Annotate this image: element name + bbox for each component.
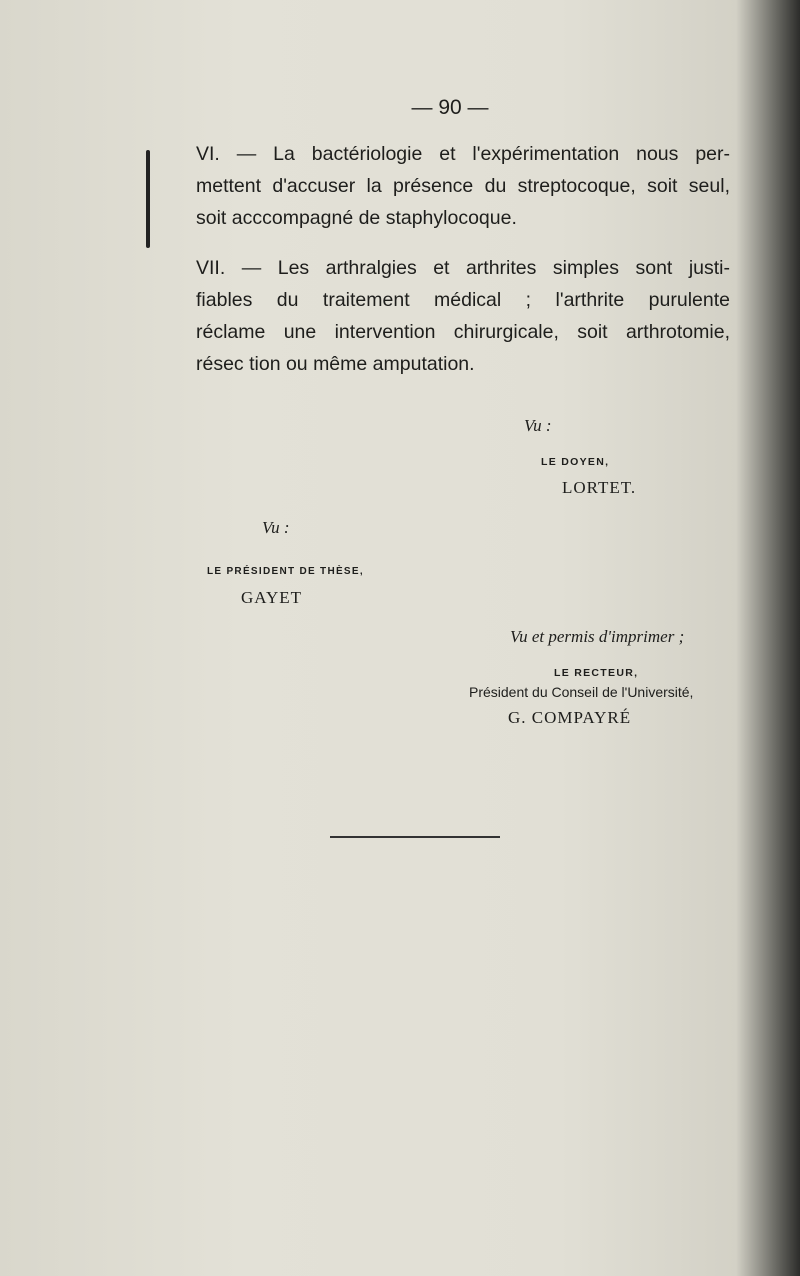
- paragraph-line: réclame une intervention chirurgicale, soit arthrotomie,: [196, 321, 730, 343]
- doyen-title: LE DOYEN,: [541, 456, 610, 468]
- doyen-vu: Vu :: [524, 416, 552, 435]
- president-name: GAYET: [241, 588, 303, 607]
- recteur-vu: Vu et permis d'imprimer ;: [510, 627, 685, 646]
- recteur-subtitle: Président du Conseil de l'Université,: [469, 684, 694, 700]
- paragraph-line: VI. — La bactériologie et l'expérimentation nous per-: [196, 143, 730, 165]
- paragraph-line: VII. — Les arthralgies et arthrites simples sont justi-: [196, 257, 730, 279]
- paragraph-line: résec tion ou même amputation.: [196, 353, 475, 375]
- recteur-name: G. COMPAYRÉ: [508, 708, 632, 727]
- paragraph-vi: [196, 138, 730, 234]
- doyen-name: LORTET.: [562, 478, 637, 497]
- paragraph-line: soit acccompagné de staphylocoque.: [196, 207, 517, 229]
- closing-rule: [330, 836, 500, 838]
- recteur-title: LE RECTEUR,: [554, 667, 639, 679]
- paragraph-line: mettent d'accuser la présence du streptocoque, soit seul,: [196, 175, 730, 197]
- paragraph-line: fiables du traitement médical ; l'arthrite purulente: [196, 289, 730, 311]
- president-title: LE PRÉSIDENT DE THÈSE,: [207, 566, 364, 577]
- president-vu: Vu :: [262, 518, 290, 537]
- page-number: — 90 —: [411, 96, 489, 119]
- margin-mark: [146, 150, 150, 248]
- paragraph-vii: [196, 252, 730, 380]
